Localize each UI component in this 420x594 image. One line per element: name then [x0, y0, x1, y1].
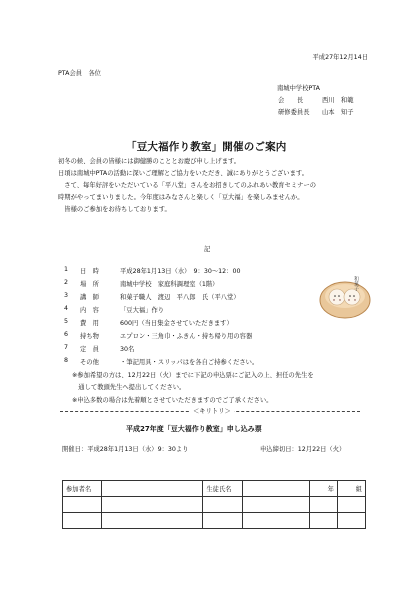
table-row — [63, 481, 366, 497]
empty-cell — [309, 497, 337, 513]
detail-value: 和菓子職人 渡辺 平八郎 氏（平八堂） — [120, 294, 240, 301]
body-line-2: 日頃は南城中PTAの活動に深いご理解とご協力をいただき、誠にありがとうございます。 — [58, 170, 308, 177]
detail-label: 費 用 — [80, 320, 99, 327]
sender-committee-name: 山本 知子 — [322, 109, 354, 116]
participant-name-field[interactable] — [102, 481, 203, 497]
sender-committee-role: 研修委員長 — [278, 109, 310, 116]
body-line-1: 初冬の候、会員の皆様には御健勝のこととお慶び申し上げます。 — [58, 158, 241, 165]
empty-cell — [63, 513, 102, 529]
detail-value: エプロン・三角巾・ふきん・持ち帰り用の容器 — [120, 333, 253, 340]
class-label: 組 — [355, 486, 362, 493]
document-date: 平成27年12月14日 — [312, 54, 368, 61]
year-label: 年 — [327, 486, 334, 493]
body-line-3: さて、毎年好評をいただいている「平八堂」さんをお招きしてのふれあい教育セミナーの — [58, 182, 317, 189]
empty-cell — [337, 497, 365, 513]
detail-value: ・筆記用具・スリッパはを各自ご持参ください。 — [120, 359, 259, 366]
detail-num: 6 — [64, 331, 69, 338]
detail-label: 定 員 — [80, 346, 99, 353]
class-field[interactable] — [337, 481, 365, 497]
empty-cell — [203, 497, 242, 513]
detail-num: 8 — [64, 357, 69, 364]
empty-cell — [242, 513, 309, 529]
cut-label: ＜キリトリ＞ — [190, 406, 234, 415]
detail-value: 平成28年1月13日（水） 9：30～12：00 — [120, 268, 241, 275]
sender-organization: 南城中学校PTA — [277, 85, 320, 92]
note-line-3: ※申込多数の場合は先着順とさせていただきますのでご了承ください。 — [72, 397, 273, 404]
illustration-caption: 和菓子 — [353, 276, 359, 291]
detail-num: 2 — [64, 279, 69, 286]
sender-chair-name: 西川 和範 — [322, 97, 354, 104]
detail-label: 内 容 — [80, 307, 99, 314]
form-event-date: 開催日：平成28年1月13日（水）9：30より — [62, 446, 189, 453]
participant-label: 参加者名 — [63, 481, 102, 497]
empty-cell — [203, 513, 242, 529]
empty-cell — [337, 513, 365, 529]
detail-label: その他 — [80, 359, 99, 366]
detail-num: 4 — [64, 305, 69, 312]
detail-value: 600円（当日集金させていただきます） — [120, 320, 233, 327]
participant-name-field-2[interactable] — [102, 497, 203, 513]
detail-num: 7 — [64, 344, 69, 351]
empty-cell — [309, 513, 337, 529]
detail-value: 南城中学校 家庭科調理室（1階） — [120, 281, 219, 288]
detail-num: 1 — [64, 266, 69, 273]
empty-cell — [63, 497, 102, 513]
detail-num: 3 — [64, 292, 69, 299]
detail-label: 場 所 — [80, 281, 99, 288]
ki-heading: 記 — [204, 246, 211, 253]
form-deadline: 申込締切日：12月22日（火） — [260, 446, 346, 453]
addressee: PTA会員 各位 — [58, 70, 101, 77]
detail-label: 講 師 — [80, 294, 99, 301]
student-label: 生徒氏名 — [203, 481, 242, 497]
detail-label: 持ち物 — [80, 333, 99, 340]
application-table — [62, 480, 366, 529]
sender-chair-role: 会 長 — [278, 97, 304, 104]
grade-field[interactable] — [309, 481, 337, 497]
note-line-2: 通して教頭先生へ提出してください。 — [72, 384, 186, 391]
form-title: 平成27年度「豆大福作り教室」申し込み票 — [126, 425, 262, 433]
table-row — [63, 513, 366, 529]
note-line-1: ※参加希望の方は、12月22日（火）までに下記の申込票にご記入の上、担任の先生を — [72, 372, 314, 379]
page-title: 「豆大福作り教室」開催のご案内 — [126, 141, 287, 153]
detail-label: 日 時 — [80, 268, 99, 275]
detail-value: 「豆大福」作り — [120, 307, 165, 314]
student-name-field[interactable] — [242, 481, 309, 497]
detail-value: 30名 — [120, 346, 135, 353]
body-line-4: 時期がやってまいりました。今年度はみなさんと楽しく「豆大福」を楽しみませんか。 — [58, 194, 304, 201]
detail-num: 5 — [64, 318, 69, 325]
empty-cell — [242, 497, 309, 513]
body-line-5: 皆様のご参加をお待ちしております。 — [58, 206, 171, 213]
table-row — [63, 497, 366, 513]
daifuku-illustration — [318, 264, 372, 322]
participant-name-field-3[interactable] — [102, 513, 203, 529]
